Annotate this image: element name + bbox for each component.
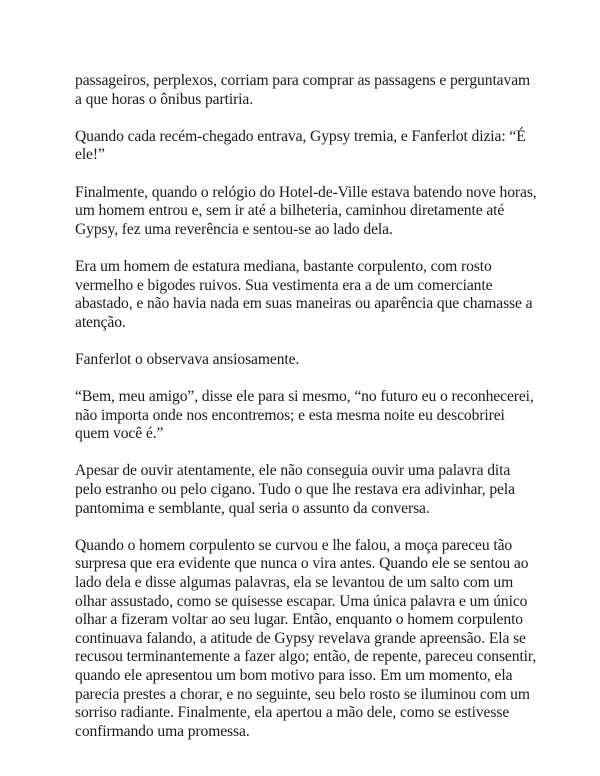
paragraph-1: passageiros, perplexos, corriam para comprar as passagens e perguntavam a que horas o ônibus partiria.: [75, 72, 531, 108]
paragraph-8: Quando o homem corpulento se curvou e lhe falou, a moça pareceu tão surpresa que era evidente que nunca o vira antes. Quando ele se sentou ao lado dela e disse algumas palavras, ela se levantou de um salto com um olhar assustado, como se quisesse escapar. Uma única palavra e um único olhar a fizeram voltar ao seu lugar. Então, enquanto o homem corpulento continuava falando, a atitude de Gypsy revelava grande apreensão. Ela se recusou terminantemente a fazer algo; então, de repente, pareceu consentir, quando ele apresentou um bom motivo para isso. Em um momento, ela parecia prestes a chorar, e no seguinte, seu belo rosto se iluminou com um sorriso radiante. Finalmente, ela apertou a mão dele, como se estivesse confirmando uma promessa.: [75, 536, 537, 740]
paragraph-3: Finalmente, quando o relógio do Hotel-de-Ville estava batendo nove horas, um homem entrou e, sem ir até a bilheteria, caminhou diretamente até Gypsy, fez uma reverência e sentou-se ao lado dela.: [75, 183, 537, 238]
paragraph-2: Quando cada recém-chegado entrava, Gypsy tremia, e Fanferlot dizia: “É ele!”: [75, 127, 526, 164]
body-text: [75, 72, 537, 760]
paragraph-5: Fanferlot o observava ansiosamente.: [75, 350, 300, 368]
paragraph-7: Apesar de ouvir atentamente, ele não conseguia ouvir uma palavra dita pelo estranho ou pelo cigano. Tudo o que lhe restava era adivinhar, pela pantomima e semblante, qual seria o assunto da conversa.: [75, 462, 515, 517]
paragraph-6: “Bem, meu amigo”, disse ele para si mesmo, “no futuro eu o reconhecerei, não importa onde nos encontremos; e esta mesma noite eu descobrirei quem você é.”: [75, 388, 534, 443]
paragraph-4: Era um homem de estatura mediana, bastante corpulento, com rosto vermelho e bigodes ruivos. Sua vestimenta era a de um comerciante abastado, e não havia nada em suas maneiras ou aparência que chamasse a atenção.: [75, 257, 533, 331]
